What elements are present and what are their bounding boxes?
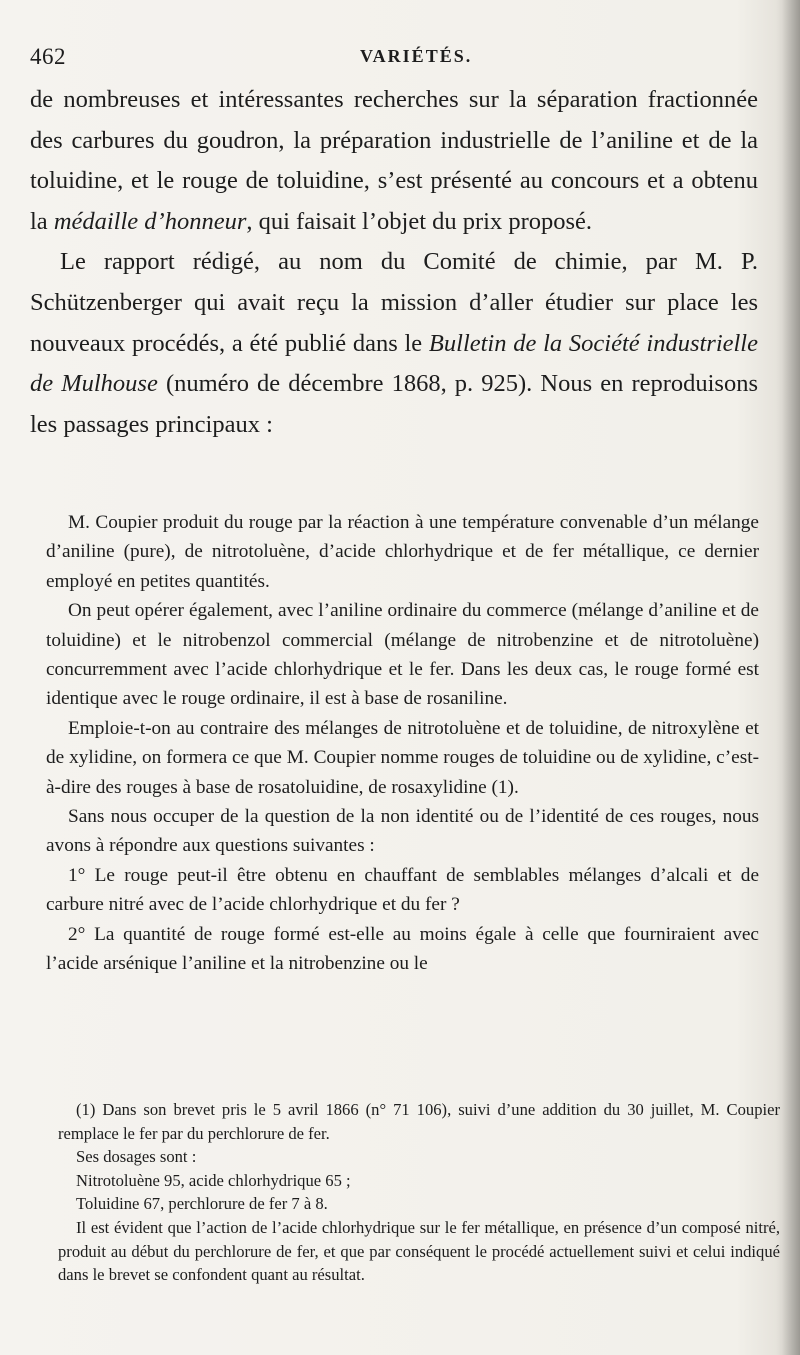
quote-paragraph-5: 1° Le rouge peut-il être obtenu en chauffant de semblables mélanges d’alcali et de carbure nitré avec de l’acide chlorhydrique et du fer ? <box>46 864 759 916</box>
paragraph-2-text-b: (numéro de décembre 1868, p. 925). Nous en reproduisons les passages principaux : <box>30 370 759 438</box>
running-head: VARIÉTÉS. <box>360 46 473 66</box>
paragraph-1-italic: médaille d’honneur <box>53 207 247 235</box>
page-edge-shadow <box>782 0 800 1355</box>
quote-paragraph-4: Sans nous occuper de la question de la non identité ou de l’identité de ces rouges, nous avons à répondre aux questions suivantes : <box>46 806 759 857</box>
quote-paragraph-1: M. Coupier produit du rouge par la réaction à une température convenable d’un mélange d’aniline (pure), de nitrotoluène, d’acide chlorhydrique et de fer métallique, ce dernier employé en petites quantités. <box>46 512 759 592</box>
paragraph-2-text-a: Le rapport rédigé, au nom du Comité de chimie, par M. P. Schützenberger qui avait reçu la mission d’aller étudier sur place les nouveaux procédés, a été publié dans le <box>30 248 758 357</box>
footnote-line-2: Ses dosages sont : <box>76 1147 197 1167</box>
paragraph-2-italic: Bulletin de la Société industrielle de Mulhouse <box>30 329 758 398</box>
page-header <box>30 44 750 74</box>
main-text <box>30 80 758 445</box>
quote-paragraph-2: On peut opérer également, avec l’aniline ordinaire du commerce (mélange d’aniline et de toluidine) et le nitrobenzol commercial (mélange de nitrobenzine et de nitrotoluène) concurremment avec l’acide chlorhydrique et le fer. Dans les deux cas, le rouge formé est identique avec le rouge ordinaire, il est à base de rosaniline. <box>46 600 759 710</box>
paragraph-1-text-a: de nombreuses et intéressantes recherches sur la séparation fractionnée des carbures du goudron, la préparation industrielle de l’aniline et de la toluidine, et le rouge de toluidine, s’est présenté au concours et a obtenu la <box>30 86 758 235</box>
quote-paragraph-3: Emploie-t-on au contraire des mélanges de nitrotoluène et de toluidine, de nitroxylène et de xylidine, on formera ce que M. Coupier nomme rouges de toluidine ou de xylidine, c’est-à-dire des rouges à base de rosatoluidine, de rosaxylidine (1). <box>46 717 759 798</box>
footnote-line-3: Nitrotoluène 95, acide chlorhydrique 65 ; <box>76 1170 351 1190</box>
paragraph-1-text-b: , qui faisait l’objet du prix proposé. <box>246 207 593 235</box>
quote-paragraph-6: 2° La quantité de rouge formé est-elle au moins égale à celle que fourniraient avec l’acide arsénique l’aniline et la nitrobenzine ou le <box>46 923 759 975</box>
paragraph-1 <box>30 80 758 242</box>
page-number: 462 <box>30 44 66 69</box>
quoted-report <box>46 508 759 979</box>
footnote <box>58 1098 780 1287</box>
footnote-line-4: Toluidine 67, perchlorure de fer 7 à 8. <box>76 1194 328 1214</box>
paragraph-2 <box>30 242 758 445</box>
footnote-1: (1) Dans son brevet pris le 5 avril 1866 (n° 71 106), suivi d’une addition du 30 juillet, M. Coupier remplace le fer par du perchlorure de fer. <box>58 1100 780 1143</box>
footnote-line-5: Il est évident que l’action de l’acide chlorhydrique sur le fer métallique, en présence d’un composé nitré, produit au début du perchlorure de fer, et que par conséquent le procédé actuellement suivi et celui indiqué dans le brevet se confondent quant au résultat. <box>58 1217 780 1285</box>
